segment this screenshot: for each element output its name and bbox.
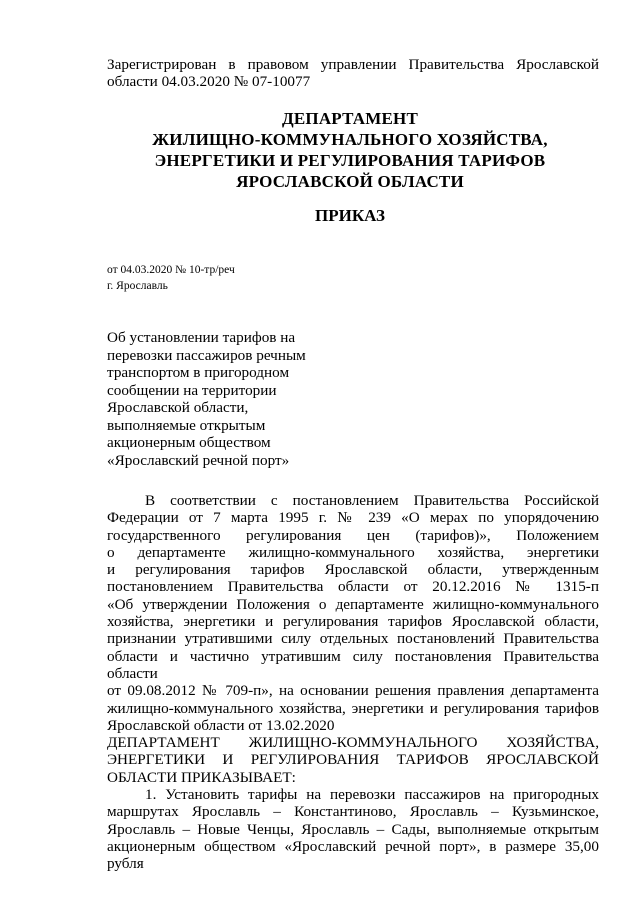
order-date-number: от 04.03.2020 № 10-тр/реч <box>107 264 235 276</box>
document-type-heading: ПРИКАЗ <box>315 206 385 225</box>
preamble-line: от 09.08.2012 № 709-п», на основании решения правления департамента <box>107 682 599 700</box>
item-1-line: 1. Установить тарифы на перевозки пассажиров на пригородных <box>145 786 599 804</box>
preamble-line: «Об утверждении Положения о департаменте жилищно-коммунального <box>107 595 599 613</box>
department-title-line: ДЕПАРТАМЕНТ <box>281 109 419 128</box>
registration-note <box>107 56 599 91</box>
subject-line: акционерным обществом <box>107 434 271 451</box>
preamble-line: о департаменте жилищно-коммунального хозяйства, энергетики <box>107 543 599 561</box>
item-1-paragraph <box>107 786 599 872</box>
item-1-line: Ярославль – Новые Ченцы, Ярославль – Сады, выполняемые открытым <box>107 820 599 838</box>
preamble-line: Федерации от 7 марта 1995 г. № 239 «О мерах по упорядочению <box>107 509 599 527</box>
preamble-line: постановлением Правительства области от 20.12.2016 № 1315-п <box>107 578 599 596</box>
subject-line: сообщении на территории <box>107 381 277 399</box>
order-city: г. Ярославль <box>107 280 168 292</box>
subject-line: «Ярославский речной порт» <box>107 451 290 469</box>
item-1-line: акционерным обществом «Ярославский речной порт», в размере 35,00 рубля <box>107 837 599 873</box>
preamble-paragraph <box>107 492 599 734</box>
item-1-line: маршрутах Ярославль – Константиново, Ярославль – Кузьминское, <box>107 803 599 821</box>
preamble-line: хозяйства, энергетики и регулирования тарифов Ярославской области, <box>107 613 599 631</box>
department-title-line: ЭНЕРГЕТИКИ И РЕГУЛИРОВАНИЯ ТАРИФОВ <box>154 151 546 170</box>
order-meta <box>107 262 235 294</box>
department-title-line: ЯРОСЛАВСКОЙ ОБЛАСТИ <box>236 172 464 191</box>
subject-line: Ярославской области, <box>107 399 249 416</box>
subject-line: транспортом в пригородном <box>107 364 290 381</box>
registration-line: области 04.03.2020 № 07-10077 <box>107 73 311 91</box>
subject-line: перевозки пассажиров речным <box>107 346 306 364</box>
subject-line: Об установлении тарифов на <box>107 329 296 346</box>
order-subject <box>107 329 337 469</box>
preamble-line: Ярославской области от 13.02.2020 <box>107 716 335 734</box>
order-body <box>107 492 599 873</box>
preamble-line: жилищно-коммунального хозяйства, энергетики и регулирования тарифов <box>107 699 599 717</box>
order-clause-line: ДЕПАРТАМЕНТ ЖИЛИЩНО-КОММУНАЛЬНОГО ХОЗЯЙСТВА, <box>107 734 599 752</box>
department-title-line: ЖИЛИЩНО-КОММУНАЛЬНОГО ХОЗЯЙСТВА, <box>152 130 548 149</box>
preamble-line: области и частично утратившим силу постановления Правительства области <box>107 647 599 682</box>
preamble-line: и регулирования тарифов Ярославской области, утвержденным <box>107 561 599 579</box>
order-clause-line: ЭНЕРГЕТИКИ И РЕГУЛИРОВАНИЯ ТАРИФОВ ЯРОСЛАВСКОЙ <box>107 751 599 769</box>
order-clause-line: ОБЛАСТИ ПРИКАЗЫВАЕТ: <box>107 768 296 786</box>
registration-line: Зарегистрирован в правовом управлении Правительства Ярославской <box>107 56 599 73</box>
preamble-line: государственного регулирования цен (тарифов)», Положением <box>107 526 599 544</box>
subject-line: выполняемые открытым <box>107 416 266 434</box>
preamble-line: В соответствии с постановлением Правительства Российской <box>145 492 599 509</box>
department-title <box>90 108 610 192</box>
order-clause <box>107 734 599 786</box>
preamble-line: признании утратившими силу отдельных постановлений Правительства <box>107 630 599 648</box>
